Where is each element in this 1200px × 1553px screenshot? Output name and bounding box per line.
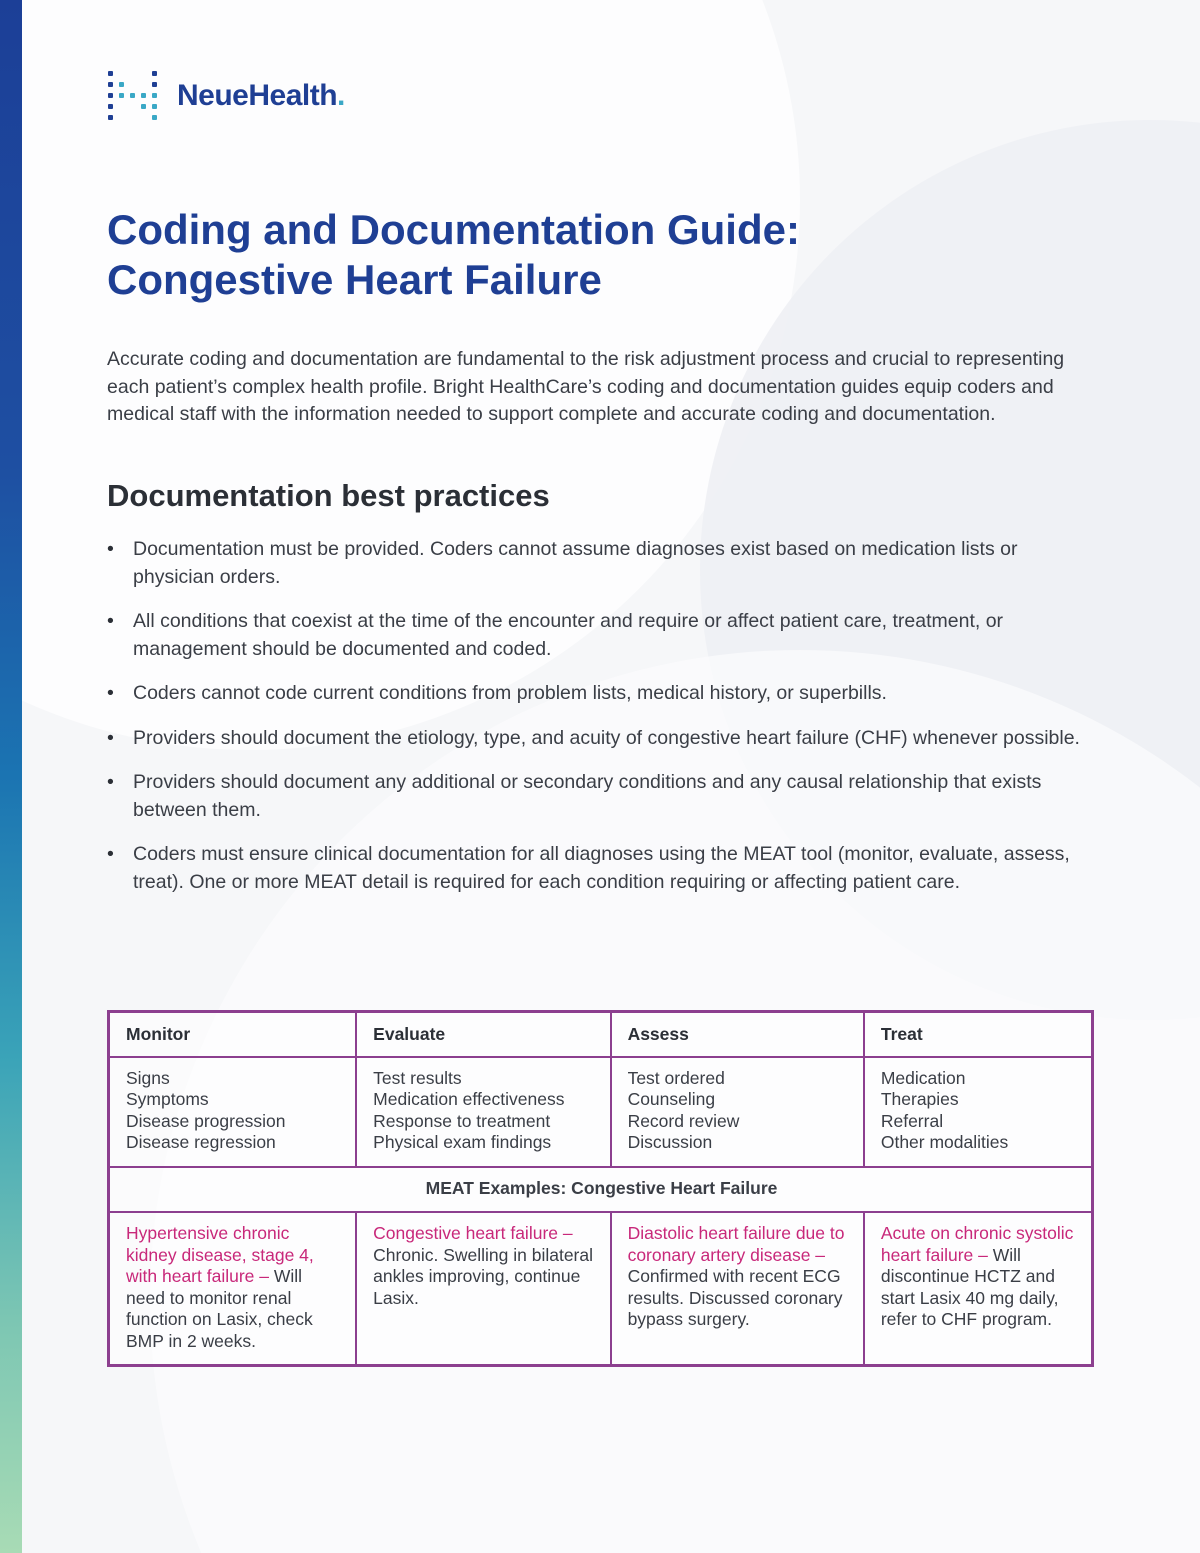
logo-mark-icon <box>107 70 159 122</box>
example-cell <box>611 1212 864 1366</box>
list-item: • Providers should document any additional or secondary conditions and any causal relationship that exists between them. <box>107 769 1087 824</box>
cell-line: Symptoms <box>126 1089 209 1109</box>
header-evaluate: Evaluate <box>356 1012 610 1057</box>
list-item: • Coders cannot code current conditions from problem lists, medical history, or superbills. <box>107 680 1087 708</box>
list-item: • Coders must ensure clinical documentation for all diagnoses using the MEAT tool (monitor, evaluate, assess, treat). One or more MEAT detail is required for each condition requiring or affecting patient care. <box>107 841 1087 896</box>
cell-line: Disease regression <box>126 1132 276 1152</box>
section-heading: Documentation best practices <box>107 478 550 513</box>
cell-line: Test results <box>373 1067 462 1088</box>
brand-name: NeueHealth. <box>177 79 345 112</box>
cell-line: Response to treatment <box>373 1110 551 1131</box>
cell-line: Physical exam findings <box>373 1132 552 1152</box>
list-item: • Documentation must be provided. Coders cannot assume diagnoses exist based on medication lists or physician orders. <box>107 536 1087 591</box>
example-detail: Confirmed with recent ECG results. Discussed coronary bypass surgery. <box>627 1266 843 1329</box>
title-line-2: Congestive Heart Failure <box>107 256 602 303</box>
cell-line: Disease progression <box>126 1110 286 1131</box>
cell-line: Counseling <box>627 1089 716 1109</box>
meat-table <box>107 1010 1094 1367</box>
intro-paragraph: Accurate coding and documentation are fundamental to the risk adjustment process and crucial to representing each patient’s complex health profile. Bright HealthCare’s coding and documentation guides equip coders and medical staff with the information needed to support complete and accurate coding and documentation. <box>107 348 1065 425</box>
example-cell <box>864 1212 1093 1366</box>
header-assess: Assess <box>611 1012 864 1057</box>
example-detail: Will discontinue HCTZ and start Lasix 40 mg daily, refer to CHF program. <box>880 1244 1059 1329</box>
example-diagnosis: Acute on chronic systolic heart failure – <box>880 1223 1074 1265</box>
evaluate-cell <box>356 1057 610 1167</box>
example-detail: Chronic. Swelling in bilateral ankles improving, continue Lasix. <box>373 1244 593 1308</box>
cell-line: Therapies <box>880 1089 959 1109</box>
left-gradient-bar <box>0 0 22 1553</box>
list-item: • Providers should document the etiology, type, and acuity of congestive heart failure (CHF) whenever possible. <box>107 725 1087 753</box>
cell-line: Medication effectiveness <box>373 1089 565 1109</box>
example-cell <box>356 1212 610 1366</box>
header-monitor: Monitor <box>109 1012 357 1057</box>
cell-line: Discussion <box>627 1132 713 1152</box>
monitor-cell <box>109 1057 357 1167</box>
table-row <box>109 1212 1093 1366</box>
table-row <box>109 1057 1093 1167</box>
example-diagnosis: Congestive heart failure – <box>373 1223 573 1243</box>
example-detail: Will need to monitor renal function on Lasix, check BMP in 2 weeks. <box>126 1266 313 1351</box>
cell-line: Referral <box>880 1110 944 1131</box>
cell-line: Record review <box>627 1110 740 1131</box>
examples-heading: MEAT Examples: Congestive Heart Failure <box>109 1167 1093 1213</box>
example-diagnosis: Hypertensive chronic kidney disease, stage 4, with heart failure – <box>126 1223 314 1286</box>
list-item: • All conditions that coexist at the time of the encounter and require or affect patient care, treatment, or management should be documented and coded. <box>107 608 1087 663</box>
assess-cell <box>611 1057 864 1167</box>
example-diagnosis: Diastolic heart failure due to coronary artery disease – <box>627 1223 845 1265</box>
header-treat: Treat <box>864 1012 1093 1057</box>
brand-logo <box>107 70 345 122</box>
cell-line: Test ordered <box>627 1067 725 1088</box>
cell-line: Other modalities <box>880 1132 1009 1152</box>
examples-heading-row <box>109 1167 1093 1213</box>
page-title <box>107 205 800 305</box>
cell-line: Signs <box>126 1067 170 1088</box>
example-cell <box>109 1212 357 1366</box>
treat-cell <box>864 1057 1093 1167</box>
best-practices-list <box>107 536 1087 913</box>
cell-line: Medication <box>880 1067 966 1088</box>
table-header-row <box>109 1012 1093 1057</box>
title-line-1: Coding and Documentation Guide: <box>107 206 800 253</box>
